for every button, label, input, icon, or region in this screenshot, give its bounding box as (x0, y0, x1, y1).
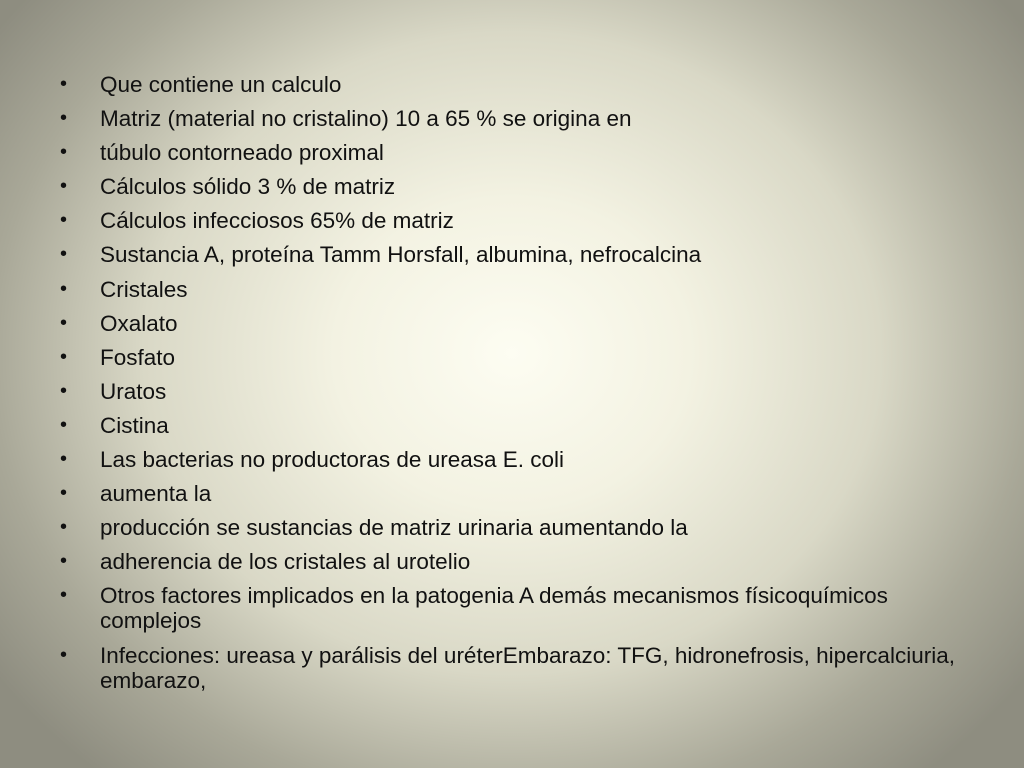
bullet-icon: • (60, 448, 68, 471)
list-item-text: Infecciones: ureasa y parálisis del uréterEmbarazo: TFG, hidronefrosis, hipercalciuria, embarazo, (100, 642, 955, 693)
bullet-icon: • (60, 550, 68, 573)
bullet-icon: • (60, 311, 68, 334)
bullet-icon: • (60, 209, 68, 232)
list-item (60, 140, 960, 165)
list-item-text: Que contiene un calculo (100, 72, 342, 97)
list-item (60, 277, 960, 302)
list-item-text: Cistina (100, 412, 169, 438)
list-item (60, 379, 960, 404)
list-item-text: Las bacterias no productoras de ureasa E. coli (100, 447, 565, 473)
bullet-icon: • (60, 643, 68, 666)
list-item (60, 583, 960, 633)
list-item (60, 549, 960, 574)
list-item (60, 643, 960, 693)
bullet-icon: • (60, 584, 68, 607)
bullet-icon: • (60, 345, 68, 368)
list-item (60, 413, 960, 438)
list-item-text: aumenta la (100, 481, 212, 507)
list-item-text: Cristales (100, 276, 188, 302)
bullet-icon: • (60, 277, 68, 300)
list-item (60, 447, 960, 472)
bullet-icon: • (60, 516, 68, 539)
list-item-text: adherencia de los cristales al urotelio (100, 549, 471, 575)
bullet-icon: • (60, 243, 68, 266)
list-item-text: Matriz (material no cristalino) 10 a 65 % se origina en (100, 106, 632, 132)
list-item (60, 106, 960, 131)
bullet-icon: • (60, 141, 68, 164)
bullet-icon: • (60, 482, 68, 505)
bullet-icon: • (60, 413, 68, 436)
list-item (60, 515, 960, 540)
list-item (60, 72, 960, 97)
bullet-icon: • (60, 73, 68, 95)
bullet-icon: • (60, 107, 68, 130)
list-item-text: Otros factores implicados en la patogenia A demás mecanismos físicoquímicos complejos (100, 583, 888, 634)
list-item-text: producción se sustancias de matriz urinaria aumentando la (100, 515, 688, 541)
list-item (60, 481, 960, 506)
list-item (60, 174, 960, 199)
list-item-text: Oxalato (100, 310, 178, 336)
list-item-text: Sustancia A, proteína Tamm Horsfall, albumina, nefrocalcina (100, 242, 702, 268)
list-item-text: Cálculos sólido 3 % de matriz (100, 174, 396, 200)
list-item-text: túbulo contorneado proximal (100, 140, 384, 166)
list-item (60, 311, 960, 336)
list-item (60, 345, 960, 370)
list-item-text: Cálculos infecciosos 65% de matriz (100, 208, 454, 234)
bullet-icon: • (60, 175, 68, 198)
bullet-list (60, 72, 960, 702)
bullet-icon: • (60, 379, 68, 402)
list-item-text: Fosfato (100, 344, 176, 370)
list-item (60, 208, 960, 233)
list-item-text: Uratos (100, 378, 167, 404)
list-item (60, 242, 960, 267)
